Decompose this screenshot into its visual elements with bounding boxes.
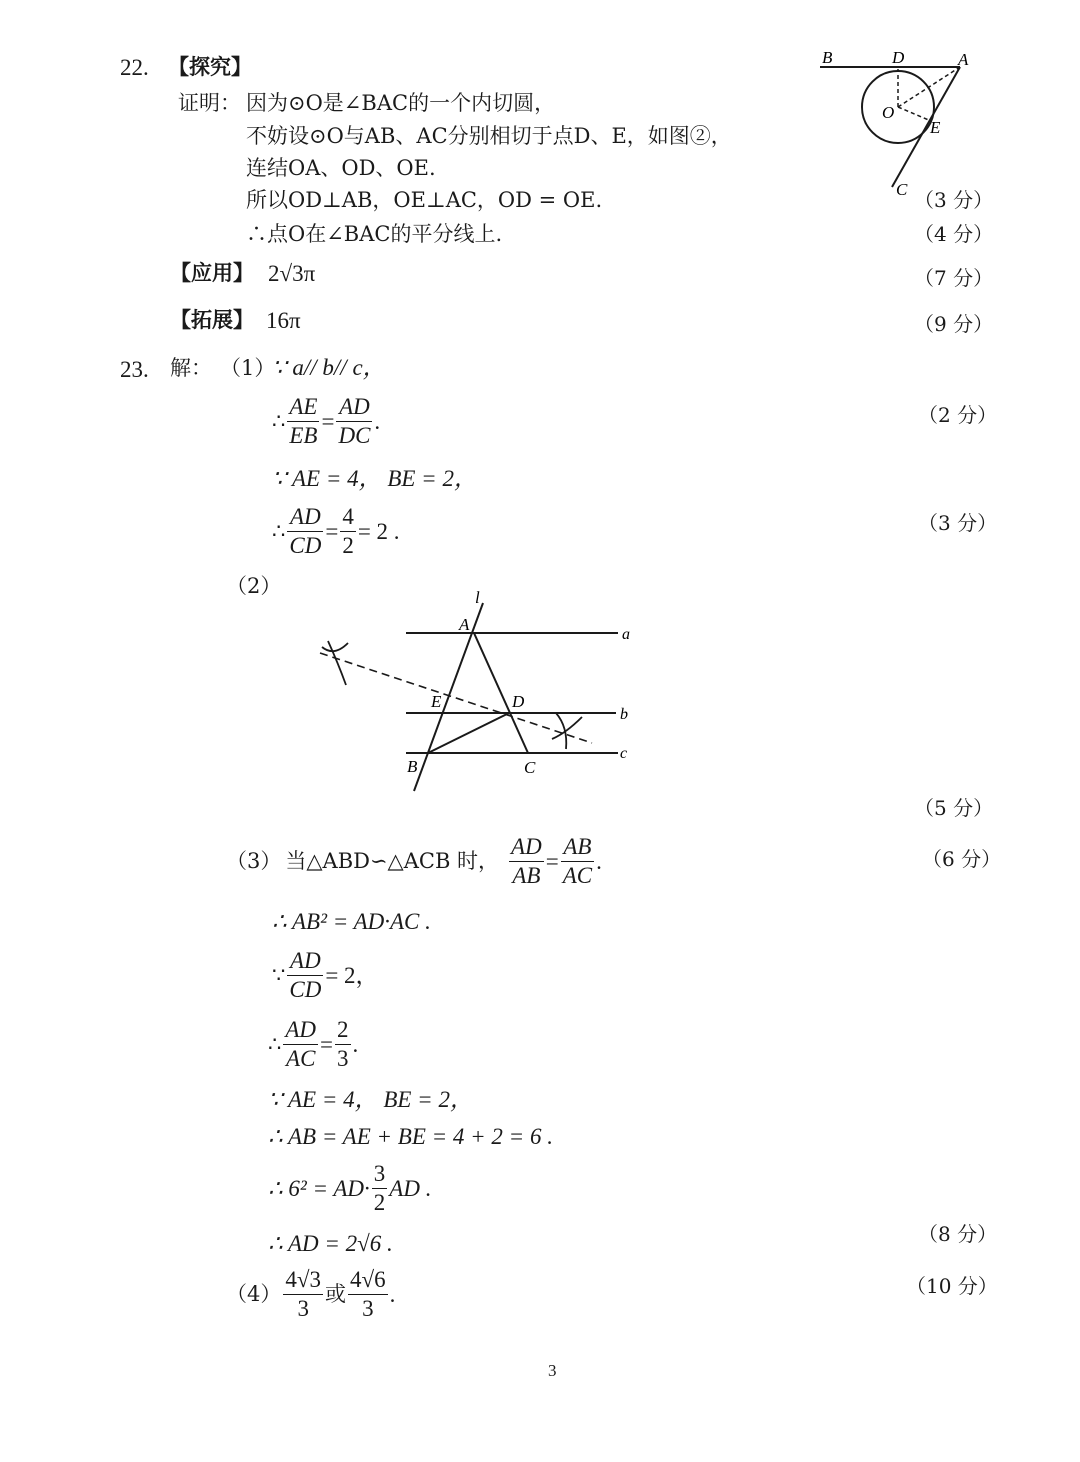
q23-points-10: （10 分）: [906, 1274, 998, 1298]
q22-line1: 因为⊙O是∠BAC的一个内切圆，: [246, 91, 556, 115]
q22-points-9: （9 分）: [914, 312, 994, 336]
fig23-label-a: a: [622, 626, 630, 643]
period: .: [374, 409, 381, 434]
q23-part1-result: [272, 503, 400, 560]
q22-extend-answer: 16π: [266, 308, 301, 333]
fraction-ad-cd: $\frac{AD}{CD}$: [289, 948, 322, 1002]
q22-proof-label: 证明：: [178, 91, 241, 115]
fraction-ad-ac: $\frac{AD}{AC}$: [285, 1017, 317, 1071]
fig23-label-l: l: [475, 588, 480, 607]
therefore-symbol: ∴: [268, 1032, 282, 1056]
period: .: [389, 1282, 396, 1307]
fig22-label-B: B: [822, 48, 833, 67]
equals-sign: =: [325, 519, 339, 544]
part4-tag: （4）: [226, 1282, 282, 1306]
q23-part3-line1: ∴ AB² = AD·AC .: [272, 909, 431, 934]
equals-sign: =: [320, 1032, 334, 1057]
fraction-2-3: $\frac{2}{3}$: [337, 1017, 349, 1071]
equals-sign: =: [321, 409, 335, 434]
q23-part3-line7: ∴ AD = 2√6 .: [268, 1231, 393, 1256]
fraction-ad-dc: $\frac{AD}{DC}$: [338, 394, 371, 448]
q23-points-8: （8 分）: [918, 1222, 998, 1246]
fig23-label-b: b: [620, 706, 628, 723]
q23-part1-tag: （1）: [220, 356, 276, 380]
q23-solve-label: 解：: [170, 356, 212, 380]
period: .: [352, 1032, 359, 1057]
q23-part3-line4: ∵ AE = 4， BE = 2，: [268, 1087, 473, 1112]
fig23-label-E: E: [431, 692, 442, 711]
q23-part3-line5: ∴ AB = AE + BE = 4 + 2 = 6 .: [268, 1124, 553, 1149]
fig22-label-O: O: [882, 103, 895, 122]
q22-line4: 所以OD⊥AB，OE⊥AC，OD = OE.: [246, 188, 603, 212]
fig23-label-c: c: [620, 745, 628, 762]
part3-line6-head: ∴ 6² = AD·: [268, 1176, 370, 1201]
q22-line3: 连结OA、OD、OE.: [246, 156, 436, 180]
q22-apply-answer: 2√3π: [268, 261, 316, 286]
q23-part3-line2: [272, 947, 379, 1004]
q23-part4-answer: [226, 1266, 395, 1323]
q22-number: 22.: [120, 55, 149, 80]
fraction-4-2: $\frac{4}{2}$: [342, 504, 354, 558]
q23-points-5: （5 分）: [914, 796, 994, 820]
q22-points-3: （3 分）: [914, 188, 994, 212]
or-word: 或: [325, 1282, 346, 1306]
q23-points-2: （2 分）: [918, 403, 998, 427]
q22-apply-tag: 【应用】: [170, 260, 254, 285]
q22-line2: 不妨设⊙O与AB、AC分别相切于点D、E，如图②，: [246, 124, 732, 148]
fraction-4sqrt3-3: $\frac{4√3}{3}$: [285, 1267, 321, 1321]
q22-line5: ∴点O在∠BAC的平分线上.: [246, 222, 503, 246]
fraction-ad-cd: $\frac{AD}{CD}$: [289, 504, 322, 558]
therefore-symbol: ∴: [272, 409, 286, 433]
q23-number: 23.: [120, 357, 149, 382]
q23-part3-line6: [268, 1160, 431, 1217]
q23-part3-line3: [268, 1016, 358, 1073]
q23-part1-because: ∵ a// b// c，: [272, 355, 386, 380]
fraction-ae-eb: $\frac{AE}{EB}$: [289, 394, 318, 448]
part3-tag: （3）: [226, 849, 282, 873]
q23-points-3: （3 分）: [918, 511, 998, 535]
part3-when: 当△ABD∽△ACB 时，: [285, 849, 500, 873]
part3-line6-tail: AD .: [389, 1176, 432, 1201]
q23-part1-proportion: [272, 393, 380, 450]
q23-part2-tag: （2）: [226, 574, 282, 598]
fig23-label-C: C: [524, 758, 536, 777]
q22-extend-tag: 【拓展】: [170, 307, 254, 332]
part3-line2-tail: = 2，: [325, 963, 379, 988]
q22-points-7: （7 分）: [914, 266, 994, 290]
fraction-4sqrt6-3: $\frac{4√6}{3}$: [350, 1267, 386, 1321]
fig22-label-C: C: [896, 180, 908, 199]
fig23-label-B: B: [407, 757, 418, 776]
page-number: 3: [548, 1361, 557, 1380]
fraction-ab-ac: $\frac{AB}{AC}$: [562, 834, 593, 888]
equals-sign: =: [545, 849, 559, 874]
q22-explore-tag: 【探究】: [168, 54, 252, 79]
period: .: [596, 849, 602, 874]
q22-circle-figure: [810, 45, 975, 205]
fraction-ad-ab: $\frac{AD}{AB}$: [511, 834, 542, 888]
part1-result-value: = 2 .: [357, 519, 400, 544]
q22-points-4: （4 分）: [914, 222, 994, 246]
fraction-3-2: $\frac{3}{2}$: [373, 1161, 386, 1215]
q23-part3-condition: [226, 833, 602, 890]
fig23-label-D: D: [512, 692, 525, 711]
q23-points-6: （6 分）: [922, 847, 1002, 871]
q23-part1-given: ∵ AE = 4， BE = 2，: [272, 466, 477, 491]
fig23-label-A: A: [459, 615, 470, 634]
q23-construction-figure: [300, 585, 645, 800]
therefore-symbol: ∴: [272, 519, 286, 543]
fig22-label-E: E: [930, 118, 941, 137]
fig22-label-A: A: [958, 50, 969, 69]
fig22-label-D: D: [892, 48, 905, 67]
because-symbol: ∵: [272, 963, 286, 987]
